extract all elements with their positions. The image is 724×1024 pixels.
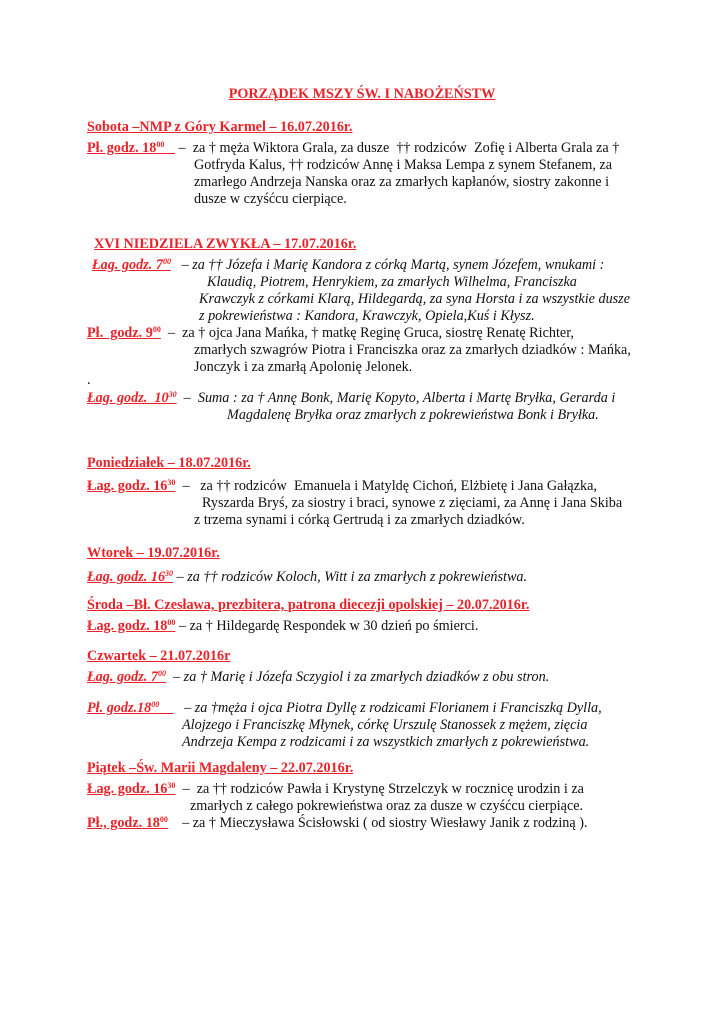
mass-entry	[87, 665, 647, 686]
mass-time-text: Łag. godz. 16	[87, 569, 166, 585]
intention-line: zmarłego Andrzeja Nanska oraz za zmarłych kapłanów, siostry zakonne i	[194, 174, 610, 190]
section-header-wednesday: Środa –Bł. Czesława, prezbitera, patrona diecezji opolskiej – 20.07.2016r.	[87, 597, 530, 613]
mass-time-text: Łag. godz. 7	[92, 257, 163, 273]
intention-line: – za †† rodziców Koloch, Witt i za zmarłych z pokrewieństwa.	[173, 569, 528, 585]
mass-time-spacer	[159, 700, 173, 716]
mass-time-text: Pł. godz. 18	[87, 140, 157, 156]
section-header-monday: Poniedziałek – 18.07.2016r.	[87, 455, 251, 471]
mass-time-minutes: 00	[156, 140, 165, 149]
mass-time	[87, 325, 161, 341]
mass-entry	[87, 136, 647, 208]
mass-entry	[87, 565, 647, 586]
mass-time	[87, 390, 177, 406]
mass-time	[87, 815, 168, 831]
intention-line: – za †† rodziców Pawła i Krystynę Strzelczyk w rocznicę urodzin i za	[175, 781, 584, 797]
mass-time	[87, 618, 175, 634]
mass-time-minutes: 30	[167, 478, 176, 487]
intention-line: Alojzego i Franciszkę Młynek, córkę Urszulę Stanossek z mężem, zięcia	[182, 717, 588, 733]
mass-time	[87, 569, 173, 585]
intention-line: Krawczyk z córkami Klarą, Hildegardą, za syna Horsta i za wszystkie dusze	[199, 291, 631, 307]
mass-entry	[87, 321, 647, 376]
mass-entry	[87, 474, 647, 529]
mass-time-text: Łag. godz. 16	[87, 781, 168, 797]
mass-time	[87, 140, 175, 156]
stray-dot: .	[87, 372, 91, 388]
section-header-sunday: XVI NIEDZIELA ZWYKŁA – 17.07.2016r.	[94, 236, 357, 252]
mass-time-minutes: 30	[168, 390, 177, 399]
mass-time-minutes: 00	[151, 700, 160, 709]
intention-line: z trzema synami i córką Gertrudą i za zmarłych dziadków.	[194, 512, 525, 528]
intention-line: Jonczyk i za zmarłą Apolonię Jelonek.	[194, 359, 413, 375]
mass-time-spacer	[164, 140, 175, 156]
section-header-friday: Piątek –Św. Marii Magdaleny – 22.07.2016r.	[87, 760, 354, 776]
mass-time-text: Łag. godz. 7	[87, 669, 158, 685]
mass-time	[92, 257, 171, 273]
mass-time-text: Łag. godz. 18	[87, 618, 168, 634]
intention-line: Klaudią, Piotrem, Henrykiem, za zmarłych Wilhelma, Franciszka	[207, 274, 577, 290]
mass-time-text: Łag. godz. 10	[87, 390, 169, 406]
intention-line: – za † Hildegardę Respondek w 30 dzień po śmierci.	[175, 618, 479, 634]
intention-line: – Suma : za † Annę Bonk, Marię Kopyto, Alberta i Martę Bryłka, Gerarda i	[176, 390, 616, 406]
mass-time-minutes: 00	[152, 325, 161, 334]
section-header-tuesday: Wtorek – 19.07.2016r.	[87, 545, 220, 561]
intention-line: – za †męża i ojca Piotra Dyllę z rodzicami Florianem i Franciszką Dylla,	[173, 700, 602, 716]
intention-line: Ryszarda Bryś, za siostry i braci, synowe z zięciami, za Annę i Jana Skiba	[202, 495, 623, 511]
mass-entry	[87, 811, 647, 832]
mass-time-minutes: 00	[167, 618, 176, 627]
section-header-thursday: Czwartek – 21.07.2016r	[87, 648, 231, 664]
mass-entry	[87, 696, 647, 751]
mass-time-text: Pł. godz. 9	[87, 325, 153, 341]
mass-entry	[87, 614, 647, 635]
intention-line: z pokrewieństwa : Kandora, Krawczyk, Opiela,Kuś i Kłysz.	[199, 308, 535, 324]
intention-line: – za † Marię i Józefa Sczygiol i za zmarłych dziadków z obu stron.	[165, 669, 550, 685]
intention-line: Andrzeja Kempa z rodzicami i za wszystkich zmarłych z pokrewieństwa.	[182, 734, 590, 750]
intention-line: – za †† rodziców Emanuela i Matyldę Cichoń, Elżbietę i Jana Gałązka,	[175, 478, 597, 494]
intention-line: – za †† Józefa i Marię Kandora z córką Martą, synem Józefem, wnukami :	[170, 257, 605, 273]
mass-time-minutes: 00	[157, 669, 166, 678]
mass-time-minutes: 30	[165, 569, 174, 578]
mass-time	[87, 669, 166, 685]
intention-line: dusze w czyśćcu cierpiące.	[194, 191, 347, 207]
intention-line: – za † męża Wiktora Grala, za dusze †† rodziców Zofię i Alberta Grala za †	[175, 140, 620, 156]
intention-line: – za † ojca Jana Mańka, † matkę Reginę Gruca, siostrę Renatę Richter,	[160, 325, 574, 341]
mass-entry	[87, 777, 647, 815]
mass-time-minutes: 30	[167, 781, 176, 790]
intention-line: – za † Mieczysława Ścisłowski ( od siostry Wiesławy Janik z rodziną ).	[167, 815, 588, 831]
intention-line: Gotfryda Kalus, †† rodziców Annę i Maksa Lempa z synem Stefanem, za	[194, 157, 613, 173]
intention-line: Magdalenę Bryłka oraz zmarłych z pokrewieństwa Bonk i Bryłka.	[227, 407, 599, 423]
page-title: PORZĄDEK MSZY ŚW. I NABOŻEŃSTW	[228, 86, 496, 102]
mass-entry	[92, 253, 652, 325]
mass-time-text: Łag. godz. 16	[87, 478, 168, 494]
mass-time-minutes: 00	[159, 815, 168, 824]
mass-entry	[87, 386, 647, 424]
mass-time	[87, 781, 175, 797]
mass-time-minutes: 00	[162, 257, 171, 266]
mass-time-text: Pł. godz.18	[87, 700, 152, 716]
mass-time	[87, 700, 173, 716]
section-header-saturday: Sobota –NMP z Góry Karmel – 16.07.2016r.	[87, 119, 353, 135]
intention-line: zmarłych z całego pokrewieństwa oraz za dusze w czyśćcu cierpiące.	[190, 798, 584, 814]
mass-time-text: Pł., godz. 18	[87, 815, 160, 831]
mass-time	[87, 478, 175, 494]
intention-line: zmarłych szwagrów Piotra i Franciszka oraz za zmarłych dziadków : Mańka,	[194, 342, 631, 358]
